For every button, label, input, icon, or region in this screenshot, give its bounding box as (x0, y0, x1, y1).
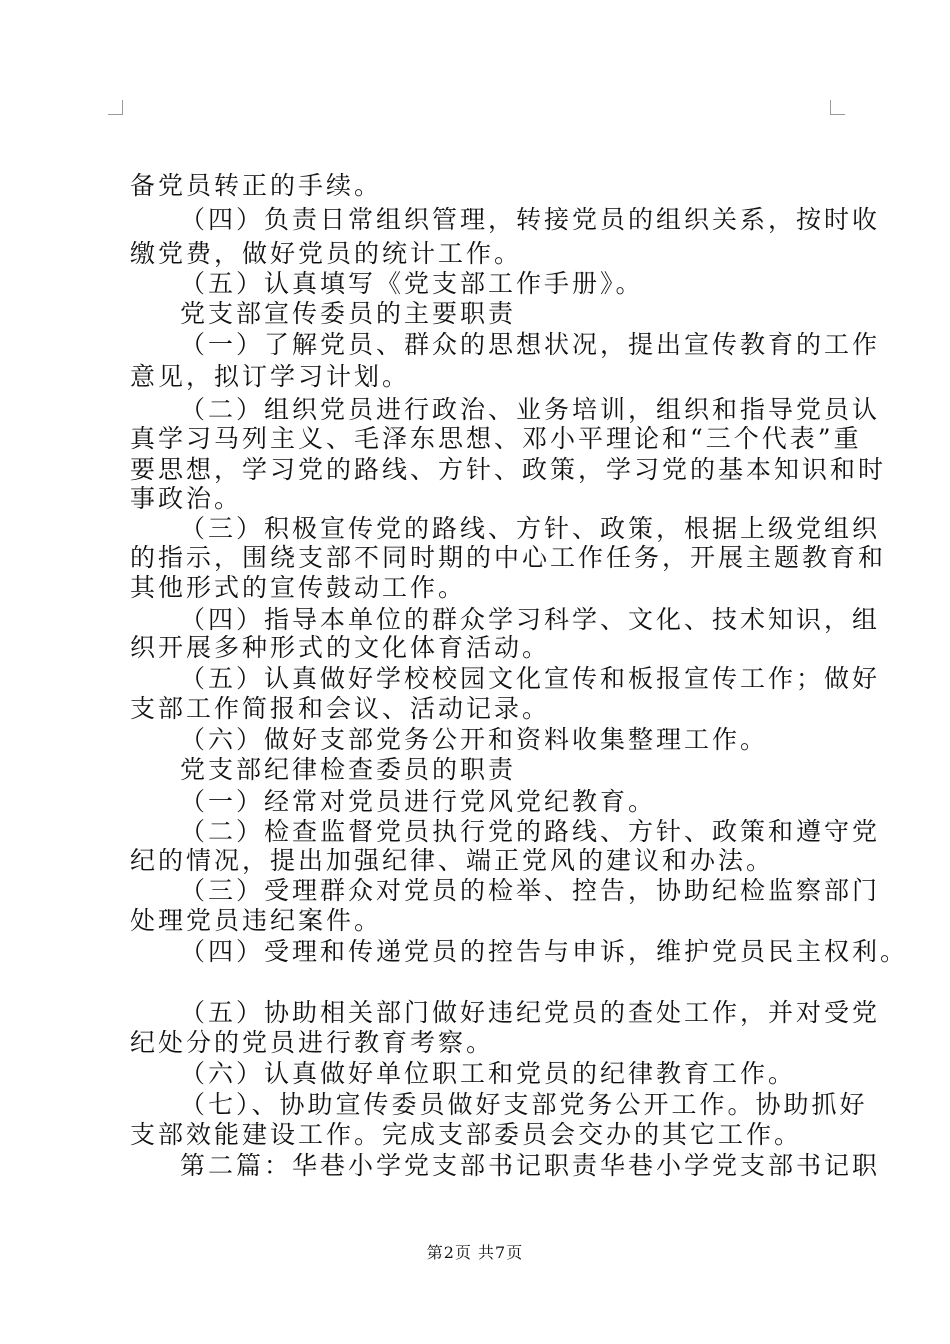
body-line-19: （六）做好支部党务公开和资料收集整理工作。 (180, 725, 769, 754)
body-line-28: 纪处分的党员进行教育考察。 (130, 1028, 495, 1057)
body-line-22: （二）检查监督党员执行党的路线、方针、政策和遵守党 (180, 817, 881, 846)
body-line-21: （一）经常对党员进行党风党纪教育。 (180, 787, 657, 816)
body-line-2: （四）负责日常组织管理，转接党员的组织关系，按时收 (180, 205, 881, 234)
section-heading-propaganda: 党支部宣传委员的主要职责 (180, 299, 517, 328)
body-line-9: 真学习马列主义、毛泽东思想、邓小平理论和“三个代表”重 (130, 424, 862, 453)
body-line-18: 支部工作简报和会议、活动记录。 (130, 694, 551, 723)
body-line-29: （六）认真做好单位职工和党员的纪律教育工作。 (180, 1059, 797, 1088)
body-line-15: （四）指导本单位的群众学习科学、文化、技术知识，组 (180, 605, 881, 634)
body-line-8: （二）组织党员进行政治、业务培训，组织和指导党员认 (180, 395, 881, 424)
body-line-10: 要思想，学习党的路线、方针、政策，学习党的基本知识和时 (130, 455, 887, 484)
body-line-3: 缴党费，做好党员的统计工作。 (130, 239, 523, 268)
body-line-11: 事政治。 (130, 484, 243, 513)
body-line-24: （三）受理群众对党员的检举、控告，协助纪检监察部门 (180, 876, 881, 905)
body-line-1: 备党员转正的手续。 (130, 171, 383, 200)
body-line-23: 纪的情况，提出加强纪律、端正党风的建议和办法。 (130, 846, 775, 875)
crop-mark-top-right (830, 100, 845, 115)
body-line-12: （三）积极宣传党的路线、方针、政策，根据上级党组织 (180, 514, 881, 543)
body-line-16: 织开展多种形式的文化体育活动。 (130, 633, 551, 662)
body-line-6: （一）了解党员、群众的思想状况，提出宣传教育的工作 (180, 330, 881, 359)
page-number-footer: 第2页 共7页 (426, 1243, 524, 1262)
crop-mark-top-left (108, 100, 123, 115)
body-line-30: （七）、协助宣传委员做好支部党务公开工作。协助抓好 (180, 1090, 868, 1119)
body-line-13: 的指示，围绕支部不同时期的中心工作任务，开展主题教育和 (130, 543, 887, 572)
body-line-14: 其他形式的宣传鼓动工作。 (130, 573, 467, 602)
body-line-17: （五）认真做好学校校园文化宣传和板报宣传工作；做好 (180, 664, 881, 693)
body-line-7: 意见，拟订学习计划。 (130, 362, 411, 391)
body-line-31: 支部效能建设工作。完成支部委员会交办的其它工作。 (130, 1120, 803, 1149)
body-line-27: （五）协助相关部门做好违纪党员的查处工作，并对受党 (180, 998, 881, 1027)
body-line-26: （四）受理和传递党员的控告与申诉，维护党员民主权利。 (180, 937, 909, 966)
section-heading-part-two: 第二篇：华巷小学党支部书记职责华巷小学党支部书记职 (180, 1151, 881, 1180)
section-heading-discipline: 党支部纪律检查委员的职责 (180, 755, 517, 784)
body-line-25: 处理党员违纪案件。 (130, 906, 383, 935)
body-line-4: （五）认真填写《党支部工作手册》。 (180, 269, 644, 298)
